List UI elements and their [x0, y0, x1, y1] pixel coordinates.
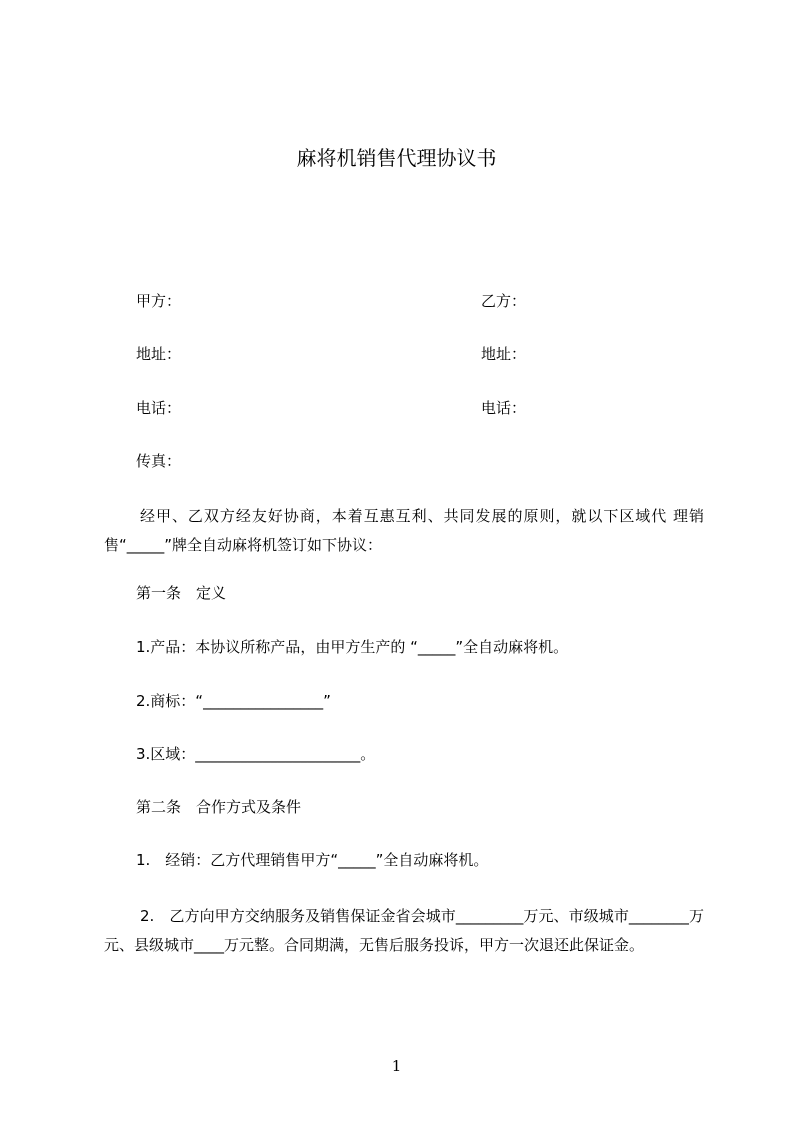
party-b-label: 乙方：	[481, 292, 527, 310]
party-a-fax-label: 传真：	[136, 452, 182, 470]
party-a-phone-label: 电话：	[136, 399, 182, 417]
party-b-phone-label: 电话：	[481, 399, 527, 417]
party-b-address-label: 地址：	[481, 345, 527, 363]
article-1-item-product: 1.产品：本协议所称产品，由甲方生产的 “_____”全自动麻将机。	[136, 638, 569, 656]
party-a-address-label: 地址：	[136, 345, 182, 363]
party-a-label: 甲方：	[136, 292, 182, 310]
article-1-item-trademark: 2.商标：“________________”	[136, 692, 331, 710]
document-title: 麻将机销售代理协议书	[296, 146, 497, 170]
article-1-item-region: 3.区域：______________________。	[136, 745, 376, 763]
page-number: 1	[391, 1057, 402, 1075]
article-2-heading: 第二条 合作方式及条件	[136, 798, 302, 816]
article-2-item-deposit: 2. 乙方向甲方交纳服务及销售保证金省会城市_________万元、市级城市________万元、县级城市____万元整。合同期满，无售后服务投诉，甲方一次退还此保证金。	[104, 907, 704, 954]
article-2-item-distribution: 1. 经销：乙方代理销售甲方“_____”全自动麻将机。	[136, 851, 489, 869]
intro-paragraph: 经甲、乙双方经友好协商，本着互惠互利、共同发展的原则，就以下区域代 理销售“_____”牌全自动麻将机签订如下协议：	[104, 507, 704, 554]
article-1-heading: 第一条 定义	[136, 584, 227, 602]
